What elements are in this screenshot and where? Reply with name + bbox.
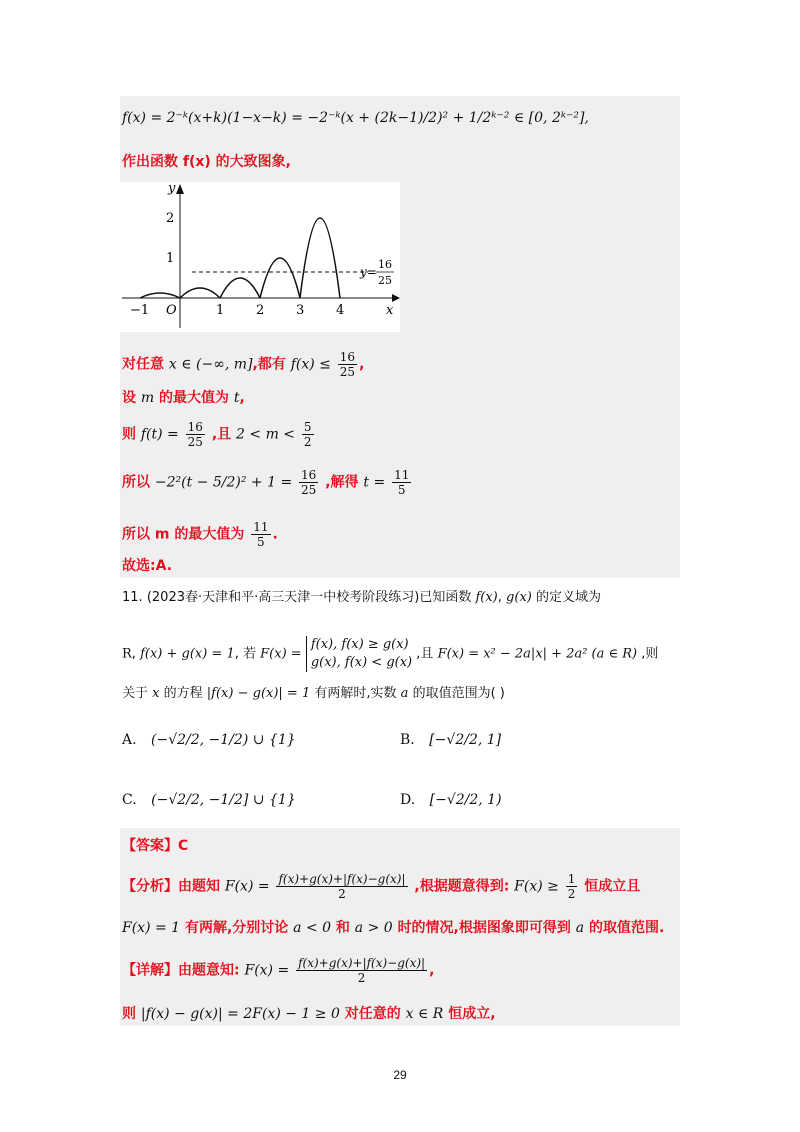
option-c: C. (−√2/2, −1/2] ∪ {1} <box>122 792 296 808</box>
tick-x-neg1: −1 <box>130 303 150 318</box>
solution-line-8: 故选:A. <box>122 558 173 574</box>
tick-x-2: 2 <box>256 303 265 318</box>
answer-label: 【答案】C <box>122 838 189 854</box>
tick-x-4: 4 <box>336 303 345 318</box>
function-graph <box>120 182 400 332</box>
y-axis-label: y <box>168 182 176 196</box>
question-line-3: 关于 x 的方程 |f(x) − g(x)| = 1 有两解时,实数 a 的取值范围为( ) <box>122 686 505 701</box>
solution-line-7: 所以 m 的最大值为 $\frac{11}{5}$ . <box>122 520 278 549</box>
solution-line-graph-intro: 作出函数 f(x) 的大致图象, <box>122 154 291 170</box>
analysis-line-2: F(x) = 1 有两解,分别讨论 a < 0 和 a > 0 时的情况,根据图象即可得到 a 的取值范围. <box>122 920 665 936</box>
detail-line-1: 【详解】由题意知: F(x) = $\frac{f(x)+g(x)+|f(x)-g(x)|}{2}$ , <box>122 956 435 985</box>
curve-segment-5 <box>300 218 340 298</box>
origin-label: O <box>166 303 177 318</box>
tick-y-1: 1 <box>166 251 175 266</box>
option-d: D. [−√2/2, 1) <box>400 792 502 808</box>
curve-segment-1 <box>140 293 180 298</box>
option-b: B. [−√2/2, 1] <box>400 732 502 748</box>
page-number: 29 <box>393 1068 407 1082</box>
detail-line-2: 则 |f(x) − g(x)| = 2F(x) − 1 ≥ 0 对任意的 x ∈ R 恒成立, <box>122 1006 496 1022</box>
dashed-label-den: 25 <box>378 274 392 287</box>
piecewise-cases: f(x), f(x) ≥ g(x) g(x), f(x) < g(x) <box>306 636 412 672</box>
analysis-line-1: 【分析】由题知 F(x) = $\frac{f(x)+g(x)+|f(x)-g(x)|}{2}$ ,根据题意得到: F(x) ≥ $\frac{1}{2}$ 恒成立且 <box>122 872 641 901</box>
solution-line-4: 设 m 的最大值为 t, <box>122 390 245 406</box>
x-axis-label: x <box>386 303 394 318</box>
tick-y-2: 2 <box>166 211 175 226</box>
question-line-2: R, f(x) + g(x) = 1, 若 F(x) = f(x), f(x) ≥ g(x) g(x), f(x) < g(x) ,且 F(x) = x² − 2a|x| + 2a² (a ∈ R) ,则 <box>122 637 659 670</box>
solution-equation-line: f(x) = 2⁻ᵏ(x+k)(1−x−k) = −2⁻ᵏ(x + (2k−1)/2)² + 1/2ᵏ⁻² ∈ [0, 2ᵏ⁻²], <box>122 110 589 126</box>
curve-segment-3 <box>220 278 260 298</box>
tick-x-3: 3 <box>296 303 305 318</box>
x-axis-arrow <box>392 294 400 302</box>
curve-segment-4 <box>260 258 300 298</box>
y-axis-arrow <box>176 184 184 194</box>
dashed-label-prefix: y= <box>360 265 377 279</box>
option-a: A. (−√2/2, −1/2) ∪ {1} <box>122 732 296 748</box>
solution-line-5: 则 f(t) = $\frac{16}{25}$ ,且 2 < m < $\frac{5}{2}$ <box>122 420 312 449</box>
question-line-1: 11. (2023春·天津和平·高三天津一中校考阶段练习)已知函数 f(x), g(x) 的定义域为 <box>122 590 601 605</box>
tick-x-1: 1 <box>216 303 225 318</box>
solution-line-6: 所以 −2²(t − 5/2)² + 1 = $\frac{16}{25}$ ,解得 t = $\frac{11}{5}$ <box>122 468 410 497</box>
dashed-label-num: 16 <box>378 258 392 271</box>
solution-line-3: 对任意 x ∈ (−∞, m],都有 f(x) ≤ $\frac{16}{25}$ , <box>122 350 365 379</box>
curve-segment-2 <box>180 288 220 298</box>
